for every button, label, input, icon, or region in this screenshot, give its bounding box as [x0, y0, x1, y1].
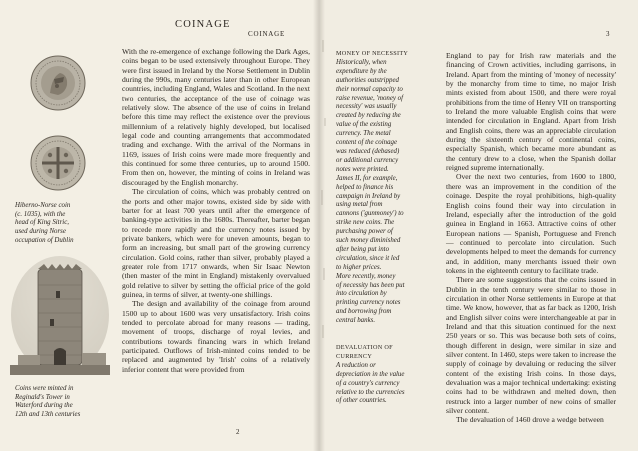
sidenote-heading: MONEY OF NECESSITY	[336, 50, 409, 57]
paragraph: Over the next two centuries, from 1600 to 1800, there was an improvement in the condition of the coinage. Despite the royal prohibitions, high-quality English coins found their way into circulation in Ireland, especially after the introduction of the gold guinea in England in 1663. Attractive coins of other European nations — Spanish, Portuguese and French — continued to percolate into circulation. Such developments helped to meet the demands for currency and, in addition, many merchants issued their own tokens in the eighteenth century to facilitate trade.	[446, 172, 616, 275]
paragraph: There are some suggestions that the coins issued in Dublin in the tenth century were similar to those in circulation in other Norse settlements in Europe at that time. We know, however, that as far back as 1200, Irish and English silver coins were interchangeable at par in Ireland and that this situation continued for the next 250 years or so. This was because both sets of coins, though different in design, were similar in size and silver content. In 1460, steps were taken to increase the supply of coinage by devaluing or reducing the silver content of the existing Irish coins. In those days, devaluation was a major technical undertaking: existing coins had to be withdrawn and melted down, then restruck into a larger number of new coins of smaller silver content.	[446, 275, 616, 416]
paragraph: The circulation of coins, which was probably centred on the ports and other major towns, existed side by side with barter for at least 700 years until after the emergence of banking-type activities in the 1680s. Thereafter, barter began to recede more rapidly and the currency notes issued by private bankers, which were for uneven amounts, began to form an increasing, but small part of the growing currency circulation. Gold coins, rather than silver, probably played a greater role from 1717 onwards, when Sir Isaac Newton (then master of the mint in England) mistakenly overvalued gold relative to silver by setting the official price of the gold guinea, in terms of silver, at twenty-one shillings.	[122, 187, 310, 299]
coin-reverse-image	[30, 135, 86, 191]
coin-caption: Hiberno-Norse coin (c. 1035), with the head of King Sitric, used during Norse occupation of Dublin	[15, 202, 74, 244]
page-number-right: 3	[606, 30, 610, 38]
sidenote-devaluation: DEVALUATION OF CURRENCY A reduction or depreciation in the value of a country's currency relative to the currencies of other countries.	[336, 344, 436, 406]
running-head-left: COINAGE	[175, 19, 231, 30]
paragraph: England to pay for Irish raw materials and the financing of Crown activities, including garrisons, in Ireland. Apart from the minting of 'money of necessity' by the monarchy from time to time, no major Irish mints existed from about 1500, and there were royal prohibitions from the time of Henry VII on transporting to Ireland the more valuable English coins that were intended for circulation in England. Apart from Irish and English coins, there was an appreciable circulation during the sixteenth century of continental coins, especially Spanish, which became more abundant as the century drew to a close, when the Spanish dollar reigned supreme internationally.	[446, 51, 616, 173]
tower-caption: Coins were minted in Reginald's Tower in Waterford during the 12th and 13th centuries	[15, 385, 81, 419]
reginalds-tower-image	[10, 255, 110, 375]
paragraph: With the re-emergence of exchange following the Dark Ages, coins began to be used extensively throughout Europe. They were first issued in Ireland by the Norse Settlement in Dublin during the 990s, many centuries later than in other European countries, including England, Wales and Scotland. In the next two centuries, the acceptance of the use of coinage was relatively slow. The absence of the use of coins in Ireland before this time may reflect the existence over the previous millennium of a relatively highly developed, but localised legal code and counting arrangements that accommodated trading and exchange. With the arrival of the Normans in 1169, issues of Irish coins were made more frequently and this continued for some three centuries, up to around 1500. From then on, however, the minting of coins in Ireland was discouraged by the English monarchy.	[122, 47, 310, 187]
page-number-left: 2	[236, 428, 240, 436]
left-body-text	[122, 47, 310, 374]
right-body-text	[446, 51, 616, 425]
running-head-right: COINAGE	[248, 30, 286, 38]
sidenote-heading: CURRENCY	[336, 352, 373, 360]
sidenote-heading: DEVALUATION OF	[336, 344, 393, 351]
paragraph: The devaluation of 1460 drove a wedge between	[456, 415, 604, 425]
sidenote-money-of-necessity: MONEY OF NECESSITY Historically, when expenditure by the authorities outstripped their normal capacity to raise revenue, 'money of necessity' was usually created by reducing the value of the existing currency. The metal content of the coinage was reduced (debased) or additional currency notes were printed. James II, for example, helped to finance his campaign in Ireland by using metal from cannons ('gunmoney') to strike new coins. The purchasing power of such money diminished after being put into circulation, since it led to higher prices. More recently, money of necessity has been put into circulation by printing currency notes and borrowing from central banks.	[336, 50, 436, 326]
paragraph: The design and availability of the coinage from around 1500 up to about 1600 was very unsatisfactory. Irish coins tended to percolate abroad for many reasons — trading, movement of troops, discharge of royal levies, and contributions towards financing wars in which Ireland participated. Outflows of Irish-minted coins tended to be replaced and augmented by 'Irish' coins of a relatively inferior content that were provided from	[122, 299, 310, 374]
coin-obverse-image	[30, 55, 86, 111]
